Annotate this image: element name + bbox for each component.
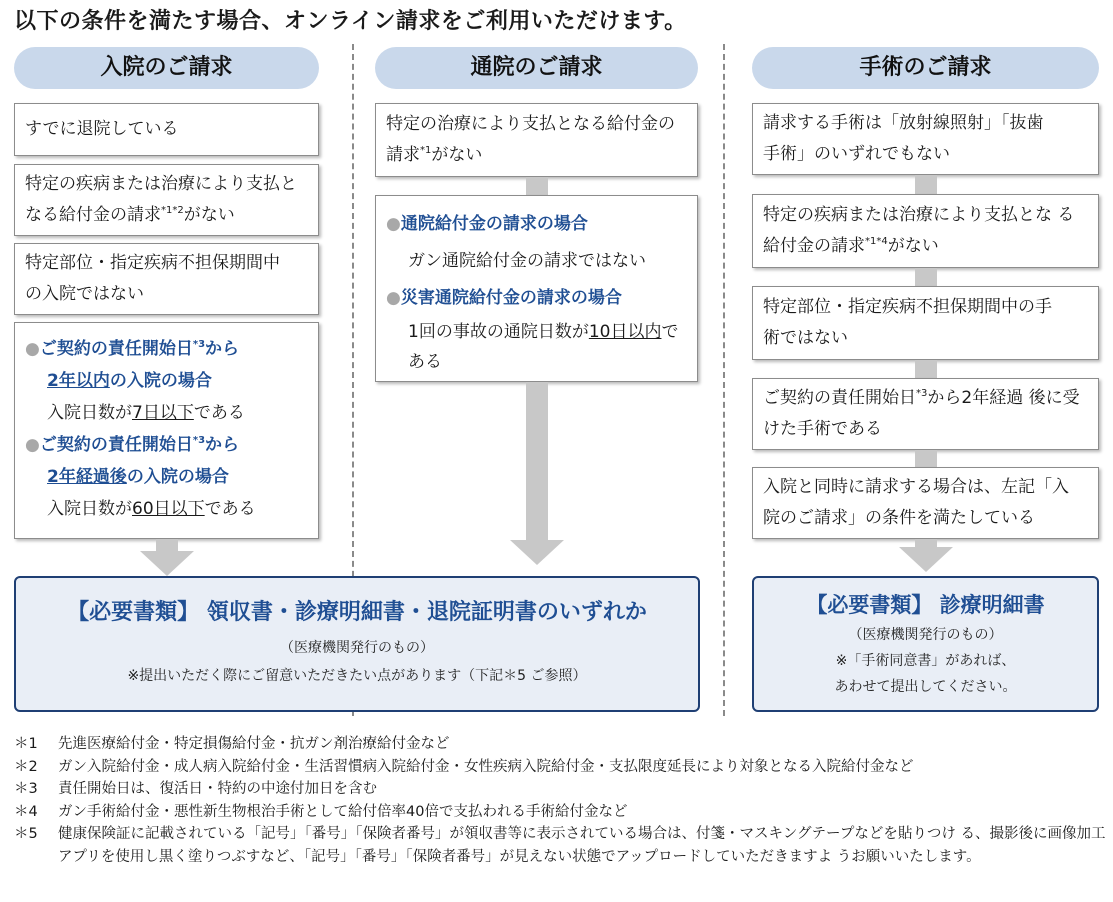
condition-text: ご契約の責任開始日$^{*3}$から2年経過 後に受けた手術である — [763, 388, 1080, 439]
case-label-accident-outpatient: ●災害通院給付金の請求の場合 — [386, 288, 622, 308]
condition-discharged — [14, 103, 319, 156]
case-detail-10days: 1回の事故の通院日数が10日以内である — [408, 322, 679, 372]
condition-text-line: 特定部位・指定疾病不担保期間中の手 — [763, 297, 1052, 317]
heading-hospitalization: 入院のご請求 — [14, 47, 319, 89]
footnote-mark: ＊3 — [14, 781, 38, 797]
case-label-within-2y-cont: 2年以内の入院の場合 — [47, 371, 212, 391]
required-docs-note: （医療機関発行のもの） — [280, 640, 434, 656]
column-separator-right — [723, 44, 725, 716]
arrow-shaft-outpatient — [526, 382, 548, 542]
case-label-after-2y-cont: 2年経過後の入院の場合 — [47, 467, 229, 487]
case-detail-60days: 入院日数が60日以下である — [47, 499, 256, 519]
condition-surgery-2years — [752, 378, 1099, 450]
condition-text-line: 院のご請求」の条件を満たしている — [763, 508, 1035, 528]
heading-outpatient: 通院のご請求 — [375, 47, 698, 89]
bullet-icon: ● — [386, 288, 401, 308]
condition-surgery-with-hospital — [752, 467, 1099, 539]
connector-outpatient — [526, 177, 548, 195]
case-label-within-2y: ●ご契約の責任開始日$^{*3}$から — [25, 339, 240, 359]
heading-surgery: 手術のご請求 — [752, 47, 1099, 89]
arrow-down-icon — [140, 551, 194, 576]
condition-text: 特定の疾病または治療により支払とな る給付金の請求$^{*1*4}$がない — [763, 205, 1075, 256]
case-detail-cancer-outpatient: ガン通院給付金の請求ではない — [408, 251, 646, 271]
footnote-mark: ＊2 — [14, 758, 38, 775]
connector-surgery — [915, 360, 937, 378]
case-label-after-2y: ●ご契約の責任開始日$^{*3}$から — [25, 435, 240, 455]
required-docs-note: （医療機関発行のもの） — [848, 627, 1003, 643]
condition-text: すでに退院している — [25, 119, 179, 139]
condition-text-line: 術ではない — [763, 328, 848, 348]
connector-surgery — [915, 175, 937, 194]
condition-text-line: 特定部位・指定疾病不担保期間中 — [25, 253, 280, 273]
footnote-mark: ＊1 — [14, 736, 38, 752]
footnote-mark: ＊5 — [14, 826, 38, 842]
condition-text: 特定の疾病または治療により支払となる給付金の請求$^{*1*2}$がない — [25, 174, 297, 225]
condition-exclusion-period — [14, 243, 319, 315]
footnote-item — [14, 756, 1106, 779]
arrow-down-icon — [899, 547, 953, 572]
footnotes — [14, 733, 1106, 868]
required-docs-surgery — [752, 576, 1099, 712]
footnote-item — [14, 823, 1106, 868]
footnote-mark: *1*2 — [161, 205, 184, 216]
condition-outpatient-treatment — [375, 103, 698, 177]
case-detail-7days: 入院日数が7日以下である — [47, 403, 245, 423]
condition-specific-disease — [14, 164, 319, 236]
connector-surgery — [915, 268, 937, 286]
footnote-mark: ＊4 — [14, 803, 38, 820]
footnote-text: ガン手術給付金・悪性新生物根治手術として給付倍率40倍で支払われる手術給付金など — [58, 803, 628, 820]
bullet-icon: ● — [25, 435, 40, 455]
condition-text-line: 入院と同時に請求する場合は、左記「入 — [763, 477, 1069, 497]
condition-text: 特定の治療により支払となる給付金の請求$^{*1}$がない — [386, 114, 675, 165]
condition-text-line: の入院ではない — [25, 284, 144, 304]
connector-surgery — [915, 450, 937, 467]
condition-text-line: 請求する手術は「放射線照射」「抜歯 — [763, 113, 1044, 133]
footnote-item — [14, 801, 1106, 824]
footnote-text: ガン入院給付金・成人病入院給付金・生活習慣病入院給付金・女性疾病入院給付金・支払限度延長により対象となる入院給付金など — [58, 758, 914, 775]
arrow-down-icon — [510, 540, 564, 565]
required-docs-caution-cont: あわせて提出してください。 — [834, 679, 1017, 695]
footnote-mark: *3 — [916, 388, 928, 399]
required-docs-caution: ※「手術同意書」があれば、 — [835, 653, 1016, 669]
footnote-item — [14, 778, 1106, 801]
condition-outpatient-cases — [375, 195, 698, 382]
footnote-text: 責任開始日は、復活日・特約の中途付加日を含む — [58, 781, 377, 797]
required-docs-title: 【必要書類】 診療明細書 — [806, 593, 1045, 617]
required-docs-caution: ※提出いただく際にご留意いただきたい点があります（下記＊5 ご参照） — [127, 668, 587, 684]
bullet-icon: ● — [25, 339, 40, 359]
condition-surgery-exclusion — [752, 286, 1099, 360]
page-title: 以下の条件を満たす場合、オンライン請求をご利用いただけます。 — [14, 9, 687, 34]
required-docs-title: 【必要書類】 領収書・診療明細書・退院証明書のいずれか — [67, 600, 647, 625]
footnote-mark: *1*4 — [865, 236, 888, 247]
footnote-mark: *1 — [420, 145, 432, 156]
condition-text-line: 手術」のいずれでもない — [763, 144, 950, 164]
required-docs-hospital-outpatient — [14, 576, 700, 712]
condition-surgery-type — [752, 103, 1099, 175]
bullet-icon: ● — [386, 214, 401, 234]
footnote-text: 先進医療給付金・特定損傷給付金・抗ガン剤治療給付金など — [58, 736, 450, 752]
footnote-text: 健康保険証に記載されている「記号」「番号」「保険者番号」が領収書等に表示されている場合は、付箋・マスキングテープなどを貼りつけ る、撮影後に画像加工アプリを使用し黒く塗りつぶすなど、「記号」「番号」「保険者番号」が見えない状態でアップロードしていただきますよ うお願いいたします。 — [58, 826, 1106, 865]
footnote-item — [14, 733, 1106, 756]
condition-hospital-days — [14, 322, 319, 539]
condition-surgery-disease — [752, 194, 1099, 268]
case-label-outpatient-benefit: ●通院給付金の請求の場合 — [386, 214, 588, 234]
